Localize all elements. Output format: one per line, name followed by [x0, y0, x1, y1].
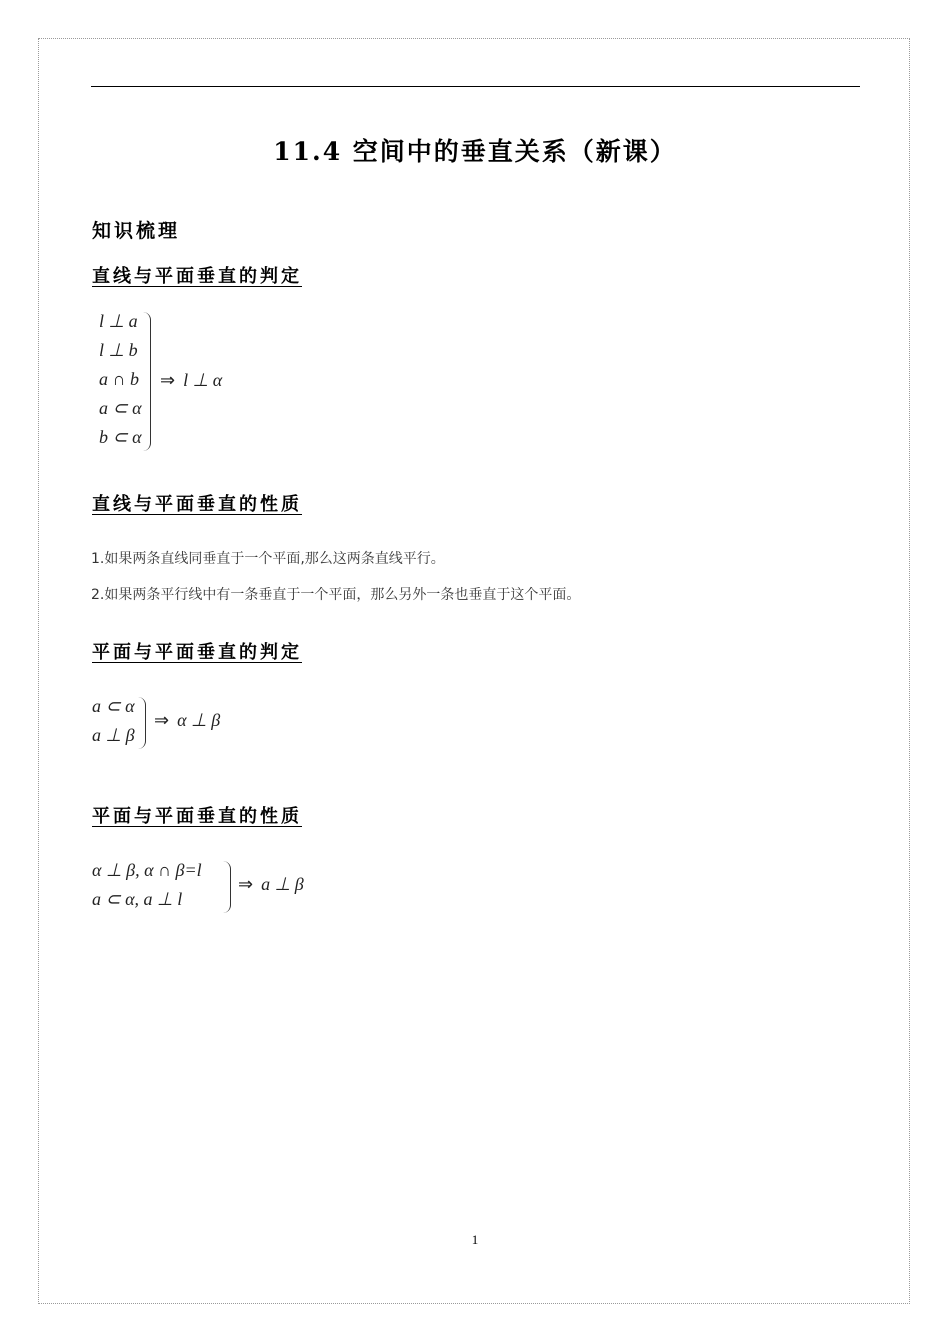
implies-arrow: ⇒: [154, 710, 170, 730]
line-plane-criterion-heading: 直线与平面垂直的判定: [92, 266, 302, 287]
document-title: 11.4 空间中的垂直关系（新课）: [273, 137, 677, 166]
line-plane-criterion-result: [160, 370, 222, 391]
plane-plane-property-result: [238, 874, 304, 895]
implies-arrow: ⇒: [160, 370, 176, 390]
brace: [138, 697, 146, 749]
plane-plane-criterion-result: [154, 710, 220, 731]
plane-plane-property-conditions: [92, 856, 202, 914]
condition: α ⊥ β, α ∩ β=l: [92, 860, 202, 880]
brace: [222, 861, 231, 913]
line-plane-criterion-conditions: [99, 307, 142, 452]
condition: a ∩ b: [99, 369, 139, 389]
implies-arrow: ⇒: [238, 874, 254, 894]
plane-plane-criterion-heading: 平面与平面垂直的判定: [92, 642, 302, 663]
conclusion: a ⊥ β: [261, 874, 304, 894]
condition: l ⊥ b: [99, 340, 138, 360]
header-rule: [91, 86, 860, 87]
property-item: 2.如果两条平行线中有一条垂直于一个平面，那么另外一条也垂直于这个平面。: [91, 587, 581, 603]
page-number: 1: [471, 1232, 479, 1247]
line-plane-property-heading: 直线与平面垂直的性质: [92, 494, 302, 515]
condition: l ⊥ a: [99, 311, 138, 331]
condition: b ⊂ α: [99, 427, 142, 447]
plane-plane-property-heading: 平面与平面垂直的性质: [92, 806, 302, 827]
knowledge-heading: 知识梳理: [92, 220, 181, 242]
condition: a ⊂ α: [99, 398, 142, 418]
property-item: 1.如果两条直线同垂直于一个平面,那么这两条直线平行。: [91, 551, 445, 567]
brace: [143, 312, 151, 451]
conclusion: l ⊥ α: [183, 370, 223, 390]
condition: a ⊂ α, a ⊥ l: [92, 889, 183, 909]
plane-plane-criterion-conditions: [92, 692, 135, 750]
condition: a ⊥ β: [92, 725, 135, 745]
conclusion: α ⊥ β: [177, 710, 221, 730]
condition: a ⊂ α: [92, 696, 135, 716]
